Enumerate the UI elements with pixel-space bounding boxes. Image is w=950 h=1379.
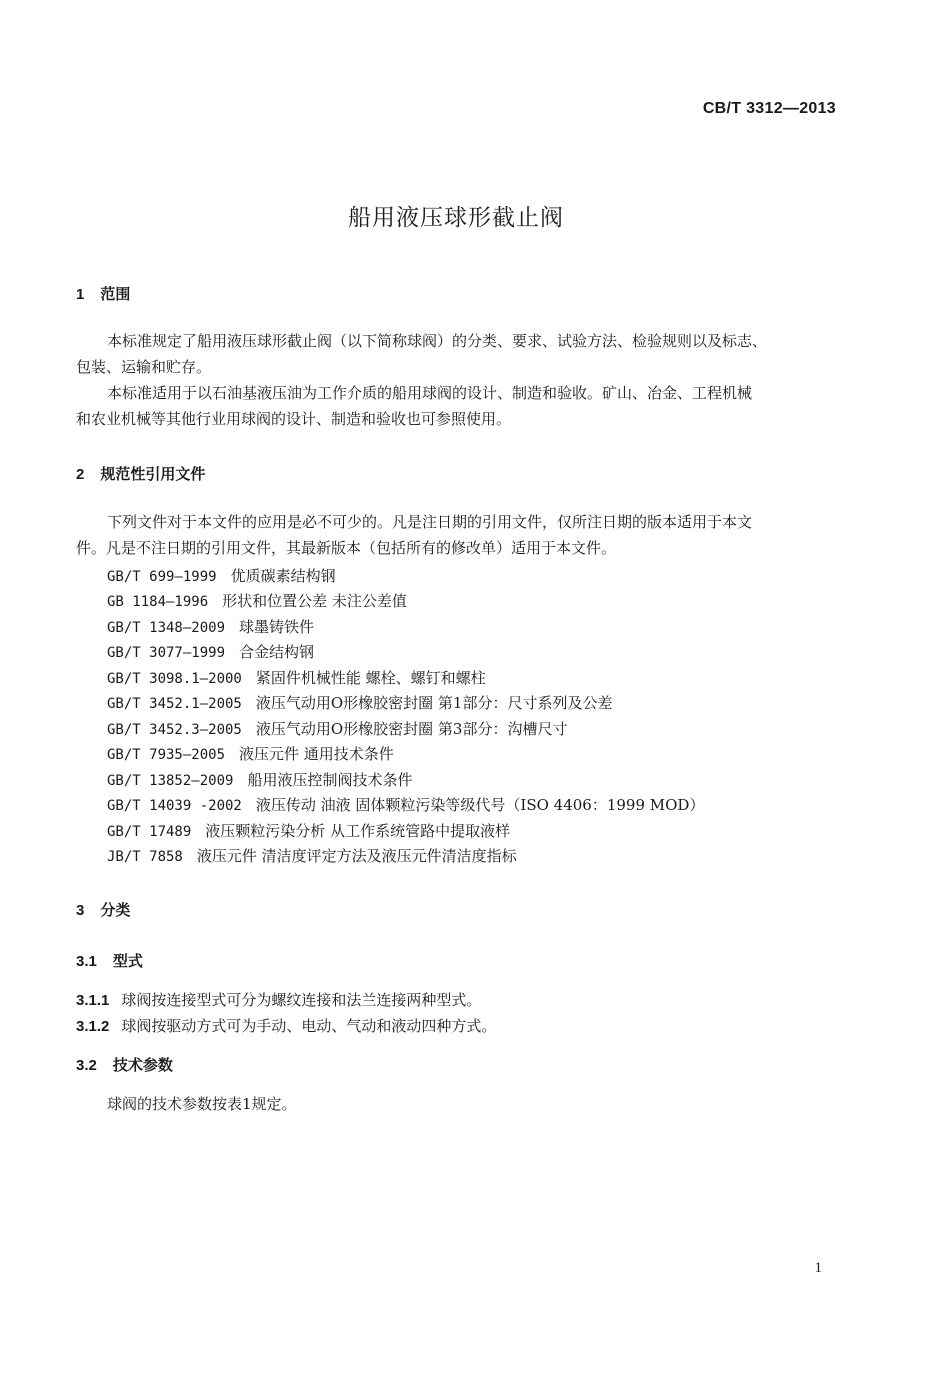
reference-code: GB/T 1348—2009 — [107, 620, 226, 636]
reference-item — [107, 565, 336, 586]
reference-code: GB/T 3452.3—2005 — [107, 722, 242, 738]
section-3-number: 3 — [76, 902, 85, 919]
section-3-title: 分类 — [100, 901, 131, 919]
clause-3-1-2-number: 3.1.2 — [76, 1018, 110, 1035]
reference-title: 液压传动 油液 固体颗粒污染等级代号（ISO 4406：1999 MOD） — [255, 796, 705, 814]
clause-3-1-1-text: 球阀按连接型式可分为螺纹连接和法兰连接两种型式。 — [121, 991, 482, 1009]
subsection-3-2-heading — [76, 1054, 173, 1075]
reference-item — [107, 794, 704, 815]
reference-code: GB/T 3452.1—2005 — [107, 696, 242, 712]
reference-item — [107, 590, 407, 611]
reference-code: GB 1184—1996 — [107, 594, 209, 610]
reference-code: GB/T 3098.1—2000 — [107, 671, 242, 687]
references-intro-line1: 下列文件对于本文件的应用是必不可少的。凡是注日期的引用文件，仅所注日期的版本适用于本文 — [107, 513, 753, 531]
reference-title: 优质碳素结构钢 — [230, 567, 336, 585]
clause-3-1-2-text: 球阀按驱动方式可为手动、电动、气动和液动四种方式。 — [121, 1017, 497, 1035]
reference-title: 液压气动用O形橡胶密封圈 第3部分：沟槽尺寸 — [255, 720, 568, 738]
section-1-title: 范围 — [100, 285, 131, 303]
subsection-3-2-title: 技术参数 — [112, 1056, 173, 1074]
scope-para2-line2: 和农业机械等其他行业用球阀的设计、制造和验收也可参照使用。 — [76, 410, 512, 428]
reference-item — [107, 845, 517, 866]
scope-para1-line2: 包装、运输和贮存。 — [76, 358, 212, 376]
reference-item — [107, 616, 314, 637]
scope-para1-line1: 本标准规定了船用液压球形截止阀（以下简称球阀）的分类、要求、试验方法、检验规则以及标志、 — [107, 332, 768, 350]
reference-title: 液压颗粒污染分析 从工作系统管路中提取液样 — [205, 822, 511, 840]
scope-para2-line1: 本标准适用于以石油基液压油为工作介质的船用球阀的设计、制造和验收。矿山、冶金、工程机械 — [107, 384, 753, 402]
reference-code: GB/T 17489 — [107, 824, 192, 840]
reference-item — [107, 743, 394, 764]
standard-code: CB/T 3312—2013 — [702, 100, 836, 117]
section-1-number: 1 — [76, 286, 85, 303]
reference-code: GB/T 3077—1999 — [107, 645, 226, 661]
page-number: 1 — [814, 1260, 822, 1276]
reference-item — [107, 641, 314, 662]
subsection-3-1-number: 3.1 — [76, 953, 97, 970]
subsection-3-2-number: 3.2 — [76, 1057, 97, 1074]
reference-title: 紧固件机械性能 螺栓、螺钉和螺柱 — [255, 669, 486, 687]
reference-code: JB/T 7858 — [107, 849, 183, 865]
reference-code: GB/T 7935—2005 — [107, 747, 226, 763]
clause-3-1-1-number: 3.1.1 — [76, 992, 110, 1009]
subsection-3-1-title: 型式 — [112, 952, 143, 970]
reference-title: 形状和位置公差 未注公差值 — [222, 592, 407, 610]
reference-title: 球墨铸铁件 — [239, 618, 315, 636]
references-intro-line2: 件。凡是不注日期的引用文件，其最新版本（包括所有的修改单）适用于本文件。 — [76, 539, 617, 557]
document-title: 船用液压球形截止阀 — [348, 205, 564, 231]
reference-title: 船用液压控制阀技术条件 — [247, 771, 413, 789]
reference-code: GB/T 14039 -2002 — [107, 798, 242, 814]
subsection-3-1-heading — [76, 950, 143, 971]
reference-code: GB/T 13852—2009 — [107, 773, 234, 789]
section-2-title: 规范性引用文件 — [100, 465, 206, 483]
section-3-heading — [76, 899, 130, 920]
clause-3-1-2 — [76, 1015, 496, 1036]
section-1-heading — [76, 283, 130, 304]
reference-title: 液压气动用O形橡胶密封圈 第1部分：尺寸系列及公差 — [255, 694, 613, 712]
clause-3-1-1 — [76, 989, 481, 1010]
reference-item — [107, 718, 567, 739]
reference-item — [107, 820, 510, 841]
reference-item — [107, 769, 412, 790]
reference-title: 合金结构钢 — [239, 643, 315, 661]
reference-item — [107, 667, 486, 688]
reference-code: GB/T 699—1999 — [107, 569, 217, 585]
section-2-heading — [76, 463, 205, 484]
reference-item — [107, 692, 612, 713]
reference-title: 液压元件 清洁度评定方法及液压元件清洁度指标 — [196, 847, 517, 865]
reference-title: 液压元件 通用技术条件 — [239, 745, 394, 763]
technical-parameters-paragraph: 球阀的技术参数按表1规定。 — [107, 1095, 297, 1113]
section-2-number: 2 — [76, 466, 85, 483]
